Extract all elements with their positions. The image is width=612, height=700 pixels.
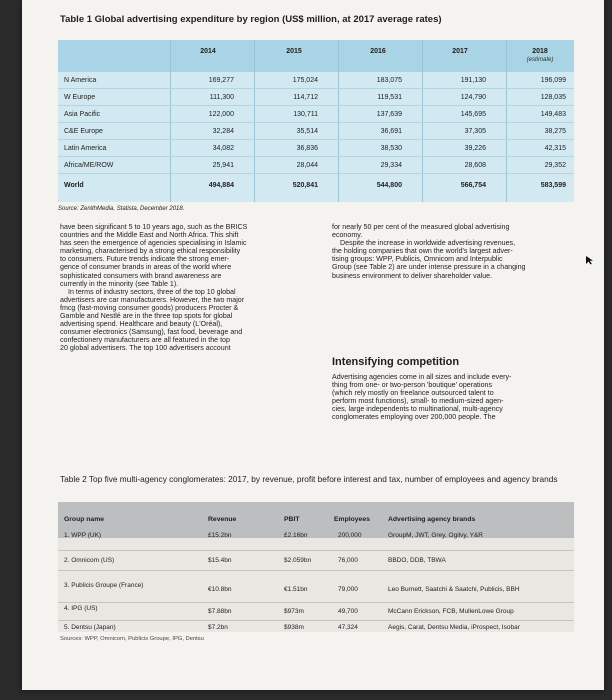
cell: 119,531: [377, 94, 402, 101]
cell: 28,608: [464, 162, 486, 169]
year-2018: 2018: [532, 48, 548, 55]
col-brands: Advertising agency brands: [388, 516, 476, 523]
year-2015: 2015: [286, 48, 302, 55]
table2-source: Sources: WPP, Omnicom, Publicis Groupe, IPG, Dentsu: [60, 636, 204, 642]
cell: 36,691: [380, 128, 402, 135]
cell: 128,035: [540, 94, 566, 101]
cell: 130,711: [293, 111, 318, 118]
cell: 28,044: [296, 162, 318, 169]
table-row-employees: 79,000: [338, 586, 358, 593]
cell: 25,941: [212, 162, 234, 169]
table-row-revenue: $7.2bn: [208, 624, 228, 631]
cell: 38,530: [380, 145, 402, 152]
cell: 42,315: [544, 145, 566, 152]
table2: [58, 502, 574, 632]
table-row-employees: 200,000: [338, 532, 362, 539]
cell: 32,284: [212, 128, 234, 135]
table-row-pbit: £2.16bn: [284, 532, 308, 539]
cell-total: 583,599: [540, 182, 566, 189]
table-row-pbit: €1.51bn: [284, 586, 308, 593]
cell: 34,082: [212, 145, 234, 152]
table-row-name: 3. Publicis Groupe (France): [64, 582, 144, 589]
cell: 124,790: [460, 94, 486, 101]
table2-header: [58, 502, 574, 538]
cell: 114,712: [293, 94, 318, 101]
cell: 122,000: [208, 111, 234, 118]
row-label: Asia Pacific: [64, 111, 101, 118]
cell: 29,334: [380, 162, 402, 169]
col-pbit: PBIT: [284, 516, 300, 523]
table1-title: Table 1 Global advertising expenditure by region (US$ million, at 2017 average rates): [60, 14, 442, 25]
table-row-pbit: $2.059bn: [284, 557, 312, 564]
table-row-brands: Aegis, Carat, Dentsu Media, iProspect, Isobar: [388, 624, 520, 631]
cell: 36,836: [296, 145, 318, 152]
textbook-page: [22, 0, 604, 690]
cell: 137,639: [376, 111, 402, 118]
cell: 39,226: [464, 145, 486, 152]
table-row-name: 5. Dentsu (Japan): [64, 624, 116, 631]
cell: 29,352: [544, 162, 566, 169]
cursor-arrow-icon: [585, 255, 595, 265]
cell: 111,300: [209, 94, 234, 101]
cell: 191,130: [460, 77, 486, 84]
table-row-brands: Leo Burnett, Saatchi & Saatchi, Publicis, BBH: [388, 586, 520, 593]
cell: 35,514: [296, 128, 318, 135]
right-column-text: for nearly 50 per cent of the measured global advertising economy. Despite the increase in worldwide advertising revenues, the holding companies that own the world's largest adver- tising groups: WPP, Publicis, Omnicom and Interpublic Group (see Table 2) are under intense pressure in a changing business environment to deliver shareholder value.: [332, 223, 526, 280]
cell: 175,024: [292, 77, 318, 84]
cell-total: 544,800: [376, 182, 402, 189]
table-row-pbit: $973m: [284, 608, 304, 615]
cell-total: 494,884: [208, 182, 234, 189]
table-row-employees: 49,700: [338, 608, 358, 615]
table-row-revenue: $7.88bn: [208, 608, 232, 615]
col-group-name: Group name: [64, 516, 105, 523]
left-column-text: have been significant 5 to 10 years ago, such as the BRICS countries and the Middle East and North Africa. This shift has seen the emergence of agencies specialising in Islamic marketing, characterised by a strong ethical responsibility to consumers. Future trends indicate the strong emer- gence of consumer brands in areas of the world where sophisticated consumers with brand awareness are currently in the minority (see Table 1). In terms of industry sectors, three of the top 10 global advertisers are car manufacturers. However, the two major fmcg (fast-moving consumer goods) producers Procter & Gamble and Nestlé are in the three top spots for global advertising spend. Healthcare and beauty (L'Oréal), consumer electronics (Samsung), fast food, beverage and confectionery manufacturers are all featured in the top 20 global advertisers. The top 100 advertisers account: [60, 223, 248, 353]
table-row-revenue: €10.8bn: [208, 586, 232, 593]
table1: [58, 40, 574, 202]
cell: 196,099: [540, 77, 566, 84]
table-row-revenue: £15.2bn: [208, 532, 232, 539]
row-label: Africa/ME/ROW: [64, 162, 114, 169]
cell: 169,277: [208, 77, 234, 84]
table-row-name: 1. WPP (UK): [64, 532, 102, 539]
table2-title: Table 2 Top five multi-agency conglomerates: 2017, by revenue, profit before interest and tax, number of employees and agency brands: [60, 474, 558, 484]
table1-source: Source: ZenithMedia, Statista, December 2018.: [58, 206, 185, 212]
right-column-text-2: Advertising agencies come in all sizes and include every- thing from one- or two-person 'boutique' operations (which rely mostly on freelance outsourced talent to perform most functions), small- to medium-sized agen- cies, large independents to multinational, multi-agency conglomerates employing over 200,000 people. The: [332, 373, 512, 422]
table-row-brands: BBDO, DDB, TBWA: [388, 557, 446, 564]
row-label-total: World: [64, 182, 84, 189]
col-revenue: Revenue: [208, 516, 237, 523]
year-2014: 2014: [200, 48, 216, 55]
table-row-name: 4. IPG (US): [64, 605, 98, 612]
table-row-brands: McCann Erickson, FCB, MullenLowe Group: [388, 608, 514, 615]
table-row-name: 2. Omnicom (US): [64, 557, 115, 564]
cell: 38,275: [544, 128, 566, 135]
row-label: C&E Europe: [64, 128, 103, 135]
table-row-pbit: $938m: [284, 624, 304, 631]
table-row-employees: 47,324: [338, 624, 358, 631]
row-label: W Europe: [64, 94, 96, 101]
table-row-revenue: $15.4bn: [208, 557, 232, 564]
row-label: Latin America: [64, 145, 107, 152]
estimate-note: (estimate): [526, 57, 554, 63]
row-label: N America: [64, 77, 97, 84]
cell: 183,075: [376, 77, 402, 84]
year-2016: 2016: [370, 48, 386, 55]
table-row-employees: 76,000: [338, 557, 358, 564]
table1-header: [58, 40, 574, 72]
cell-total: 520,841: [292, 182, 318, 189]
section-heading: Intensifying competition: [332, 356, 460, 368]
cell-total: 566,754: [460, 182, 486, 189]
cell: 37,305: [464, 128, 486, 135]
cell: 145,695: [460, 111, 486, 118]
table-row-brands: GroupM, JWT, Grey, Ogilvy, Y&R: [388, 532, 483, 539]
col-employees: Employees: [334, 516, 370, 523]
year-2017: 2017: [452, 48, 468, 55]
cell: 149,483: [540, 111, 566, 118]
